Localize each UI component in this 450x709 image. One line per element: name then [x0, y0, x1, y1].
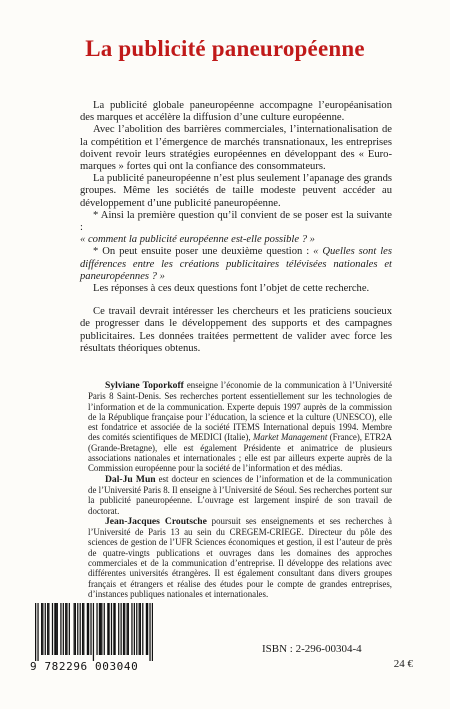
- barcode-bar: [136, 603, 137, 655]
- barcode-bar: [54, 603, 55, 655]
- barcode-bar: [96, 603, 97, 655]
- barcode-bar: [113, 603, 114, 655]
- barcode-bar: [82, 603, 83, 655]
- isbn: ISBN : 2-296-00304-4: [262, 643, 362, 655]
- barcode-bar: [131, 603, 132, 655]
- barcode-bar: [142, 603, 143, 655]
- barcode-bar: [147, 603, 148, 655]
- barcode-bar: [101, 603, 102, 655]
- author-name-1: Sylviane Toporkoff: [105, 380, 184, 391]
- barcode-bar: [77, 603, 78, 655]
- question-1-lead: * Ainsi la première question qu’il convient de se poser est la suivante :: [80, 209, 392, 234]
- barcode-bar: [108, 603, 109, 655]
- question-1-text: « comment la publicité européenne est-elle possible ? »: [80, 234, 315, 246]
- intro-paragraph-1: La publicité globale paneuropéenne accompagne l’européanisation des marques et accélère la diffusion d’une culture européenne.: [80, 100, 392, 124]
- barcode-bar: [104, 603, 105, 655]
- barcode-bar: [149, 603, 150, 661]
- barcode-bar: [118, 603, 119, 655]
- barcode-bar: [134, 603, 135, 655]
- question-2-lead: * On peut ensuite poser une deuxième question :: [93, 246, 310, 258]
- barcode-bar: [99, 603, 100, 655]
- barcode-bar: [152, 603, 153, 661]
- intro-paragraph-4: Les réponses à ces deux questions font l’objet de cette recherche.: [93, 283, 370, 295]
- barcode-bar: [140, 603, 141, 655]
- barcode-bar: [45, 603, 46, 655]
- barcode-digits: 9 782296 003040: [30, 660, 139, 673]
- price: 24 €: [393, 658, 413, 670]
- barcode-bar: [90, 603, 91, 655]
- intro-paragraph-2: Avec l’abolition des barrières commerciales, l’internationalisation de la compétition et l’émergence de marchés transnationaux, les entreprises doivent revoir leurs stratégies européennes en développant des « Euro-marques » fortes qui ont la confiance des consommateurs.: [80, 124, 392, 173]
- barcode-bar: [83, 603, 84, 655]
- barcode-bar: [63, 603, 64, 655]
- barcode-bar: [74, 603, 75, 655]
- author-name-3: Jean-Jacques Croutsche: [105, 515, 207, 527]
- barcode-bar: [93, 603, 94, 661]
- barcode-bar: [42, 603, 43, 655]
- barcode-bar: [100, 603, 101, 655]
- barcode-bar: [66, 603, 67, 655]
- question-1: [80, 210, 392, 247]
- barcode-bar: [57, 603, 58, 655]
- barcode-bars: [35, 603, 153, 661]
- intro-paragraph-3: La publicité paneuropéenne n’est plus seulement l’apanage des grands groupes. Même les sociétés de taille modeste peuvent accéder au développement d’une publicité paneuropéenne.: [80, 173, 392, 209]
- barcode-bar: [75, 603, 76, 655]
- author-bio-2: [88, 474, 392, 516]
- author-bio-2-text: est docteur en sciences de l’information et de la communication de l’Université Paris 8. Il enseigne à l’Université de Séoul. Ses recherches portent sur la publicité paneuropéenne. L’ouvrage est largement inspiré de son travail de doctorat.: [88, 473, 393, 516]
- barcode-bar: [48, 603, 49, 655]
- author-bio-1-text: enseigne l’économie de la communication à l’Université Paris 8 Saint-Denis. Ses recherches portent essentiellement sur les technologies de l’information et de la communication. Experte depuis 1997 auprès de la commission de la République française pour l’éducation, la science et la culture (UNESCO), elle est fondatrice et associée de la société ITEMS International depuis 1994. Membre des comités scientifiques de MEDICI (Italie),: [88, 380, 393, 443]
- barcode-bar: [65, 603, 66, 655]
- barcode-bar: [80, 603, 81, 655]
- barcode-bar: [55, 603, 56, 655]
- barcode-bar: [88, 603, 89, 655]
- blurb: [80, 100, 392, 355]
- barcode-bar: [35, 603, 36, 661]
- barcode-bar: [128, 603, 129, 655]
- book-title: La publicité paneuropéenne: [85, 36, 365, 61]
- barcode-bar: [87, 603, 88, 655]
- author-bios: [88, 380, 392, 599]
- author-name-2: Dal-Ju Mun: [105, 473, 156, 485]
- author-bio-1-end: (France), ETR2A (Grande-Bretagne), elle est également Présidente et animatrice de plusieurs associations nationales et internationales ; elle est par ailleurs experte auprès de la Commission européenne pour la société de l’information et des médias.: [88, 432, 393, 474]
- barcode-bar: [123, 603, 124, 655]
- barcode-bar: [124, 603, 125, 655]
- barcode-bar: [127, 603, 128, 655]
- author-bio-3-text: poursuit ses enseignements et ses recherches à l’Université de Paris 13 au sein du CREGEM-CRIEGE. Directeur du pôle des sciences de gestion de l’UFR Sciences économiques et gestion, il est l’auteur de près de quatre-vingts publications et ouvrages dans les domaines des approches commerciales et de la communication d’entreprise. Il développe des relations avec différentes universités étrangères. Il est également consultant dans divers groupes français et étrangers et réalise des études pour le compte de grandes entreprises, d’instances publiques nationales et internationales.: [88, 515, 392, 599]
- question-2: [80, 246, 392, 283]
- barcode-bar: [114, 603, 115, 655]
- barcode-bar: [111, 603, 112, 655]
- author-bio-3: [88, 516, 392, 599]
- author-bio-1-italic: Market Management: [250, 432, 328, 443]
- barcode-bar: [41, 603, 42, 655]
- barcode-bar: [120, 603, 121, 655]
- barcode-bar: [47, 603, 48, 655]
- author-bio-1: [88, 380, 392, 474]
- intro-paragraph-5: Ce travail devrait intéresser les chercheurs et les praticiens soucieux de progresser dans le développement des supports et des campagnes publicitaires. Les données traitées permettent de valider avec force les résultats théoriques obtenus.: [80, 306, 392, 354]
- question-2-text: « Quelles sont les différences entre les créations publicitaires télévisées nationales et paneuropéennes ? »: [80, 246, 392, 282]
- barcode-bar: [146, 603, 147, 655]
- barcode-bar: [69, 603, 70, 655]
- barcode-bar: [37, 603, 38, 661]
- barcode-bar: [52, 603, 53, 655]
- barcode-bar: [107, 603, 108, 655]
- barcode-bar: [60, 603, 61, 655]
- barcode-bar: [139, 603, 140, 655]
